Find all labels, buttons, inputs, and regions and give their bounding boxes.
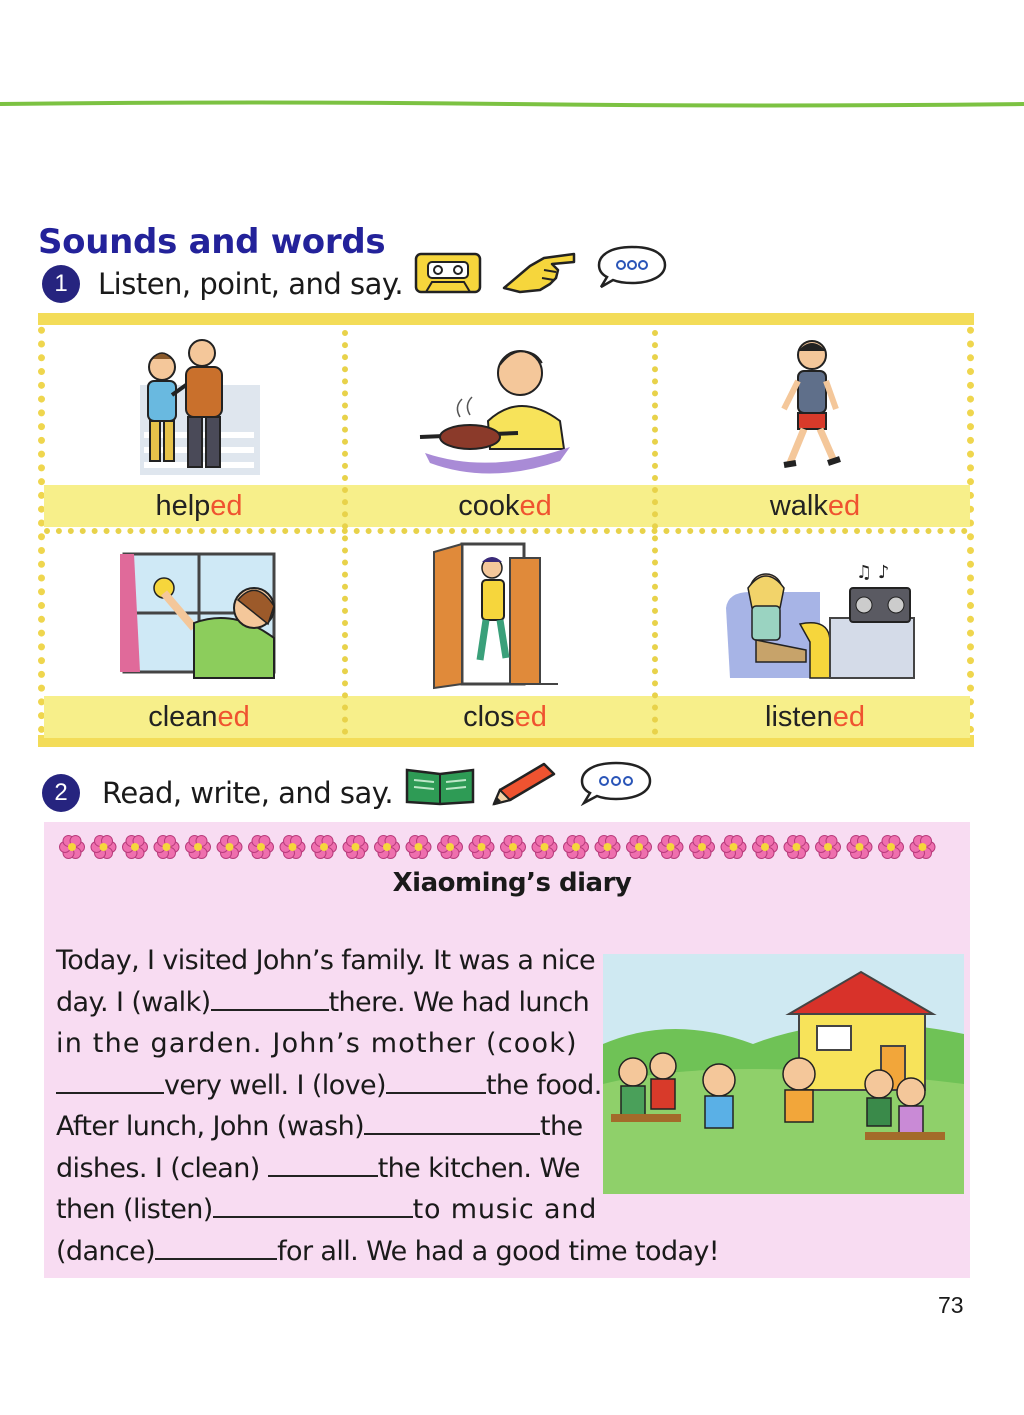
flower-icon: [721, 835, 746, 858]
cooked-illustration: [350, 325, 660, 485]
flower-icon: [690, 835, 715, 858]
speech-bubble-icon: [578, 760, 654, 806]
flower-icon: [658, 835, 683, 858]
answer-blank-walk[interactable]: [211, 983, 329, 1011]
helped-illustration: [44, 325, 354, 485]
part1-instruction: Listen, point, and say.: [98, 267, 404, 301]
answer-blank-dance[interactable]: [155, 1232, 277, 1260]
flower-icon: [375, 835, 400, 858]
flower-icon: [343, 835, 368, 858]
answer-blank-love[interactable]: [386, 1066, 486, 1094]
part2-instruction: Read, write, and say.: [102, 776, 394, 810]
speech-bubble-icon: [596, 244, 668, 290]
word-card-cooked: [350, 325, 660, 530]
flower-icon: [469, 835, 494, 858]
word-label: clean ed: [44, 696, 354, 738]
flower-icon: [280, 835, 305, 858]
closed-illustration: [350, 538, 660, 698]
flower-icon: [438, 835, 463, 858]
flower-icon: [816, 835, 841, 858]
flower-icon: [627, 835, 652, 858]
flower-icon: [564, 835, 589, 858]
svg-text:♫ ♪: ♫ ♪: [856, 562, 890, 583]
flower-icon: [249, 835, 274, 858]
diary-line: Today, I visited John’s family. It was a nice: [56, 945, 595, 976]
picnic-illustration: [603, 954, 964, 1194]
answer-blank-wash[interactable]: [364, 1107, 540, 1135]
word-card-listened: [660, 538, 970, 743]
diary-line: day. I (walk) there. We had lunch: [56, 982, 716, 1024]
part2-header: [42, 774, 393, 812]
word-card-closed: [350, 538, 660, 743]
flower-icon: [879, 835, 904, 858]
flower-icon: [217, 835, 242, 858]
flower-icon: [784, 835, 809, 858]
answer-blank-clean[interactable]: [268, 1149, 378, 1177]
step-number: 1: [42, 265, 80, 303]
flower-icon: [532, 835, 557, 858]
cleaned-illustration: [44, 538, 354, 698]
flower-icon: [595, 835, 620, 858]
flower-icon: [312, 835, 337, 858]
diary-title: Xiaoming’s diary: [392, 868, 632, 898]
word-label: cook ed: [350, 485, 660, 527]
flower-icon: [847, 835, 872, 858]
listened-illustration: [660, 538, 970, 698]
flower-icon: [910, 835, 935, 858]
flower-icon: [406, 835, 431, 858]
pointing-hand-icon: [500, 248, 578, 296]
diary-line: very well. I (love) the food.: [56, 1065, 716, 1107]
word-label: clos ed: [350, 696, 660, 738]
word-card-cleaned: [44, 538, 354, 743]
flower-icon: [91, 835, 116, 858]
flower-icon: [123, 835, 148, 858]
page-number: 73: [938, 1292, 964, 1318]
step-number: 2: [42, 774, 80, 812]
pencil-icon: [490, 760, 560, 808]
flower-border: [56, 830, 956, 864]
answer-blank-listen[interactable]: [213, 1190, 413, 1218]
diary-line: (dance) for all. We had a good time today!: [56, 1231, 716, 1273]
word-card-helped: [44, 325, 354, 530]
diary-line: After lunch, John (wash) the: [56, 1106, 716, 1148]
word-card-walked: [660, 325, 970, 530]
diary-line: then (listen) to music and: [56, 1189, 716, 1231]
book-icon: [404, 764, 476, 806]
section-title: Sounds and words: [38, 222, 386, 262]
walked-illustration: [660, 325, 970, 485]
grid-top-band: [38, 313, 974, 325]
flower-icon: [60, 835, 85, 858]
flower-icon: [501, 835, 526, 858]
diary-line: dishes. I (clean) the kitchen. We: [56, 1148, 716, 1190]
part1-header: [42, 265, 403, 303]
flower-icon: [753, 835, 778, 858]
grid-divider: [44, 528, 968, 534]
word-label: help ed: [44, 485, 354, 527]
cassette-icon: [414, 252, 482, 294]
top-green-rule: [0, 99, 1024, 109]
flower-icon: [186, 835, 211, 858]
answer-blank-cook[interactable]: [56, 1066, 164, 1094]
word-label: listen ed: [660, 696, 970, 738]
diary-line: in the garden. John’s mother (cook): [56, 1028, 578, 1059]
word-label: walk ed: [660, 485, 970, 527]
flower-icon: [154, 835, 179, 858]
